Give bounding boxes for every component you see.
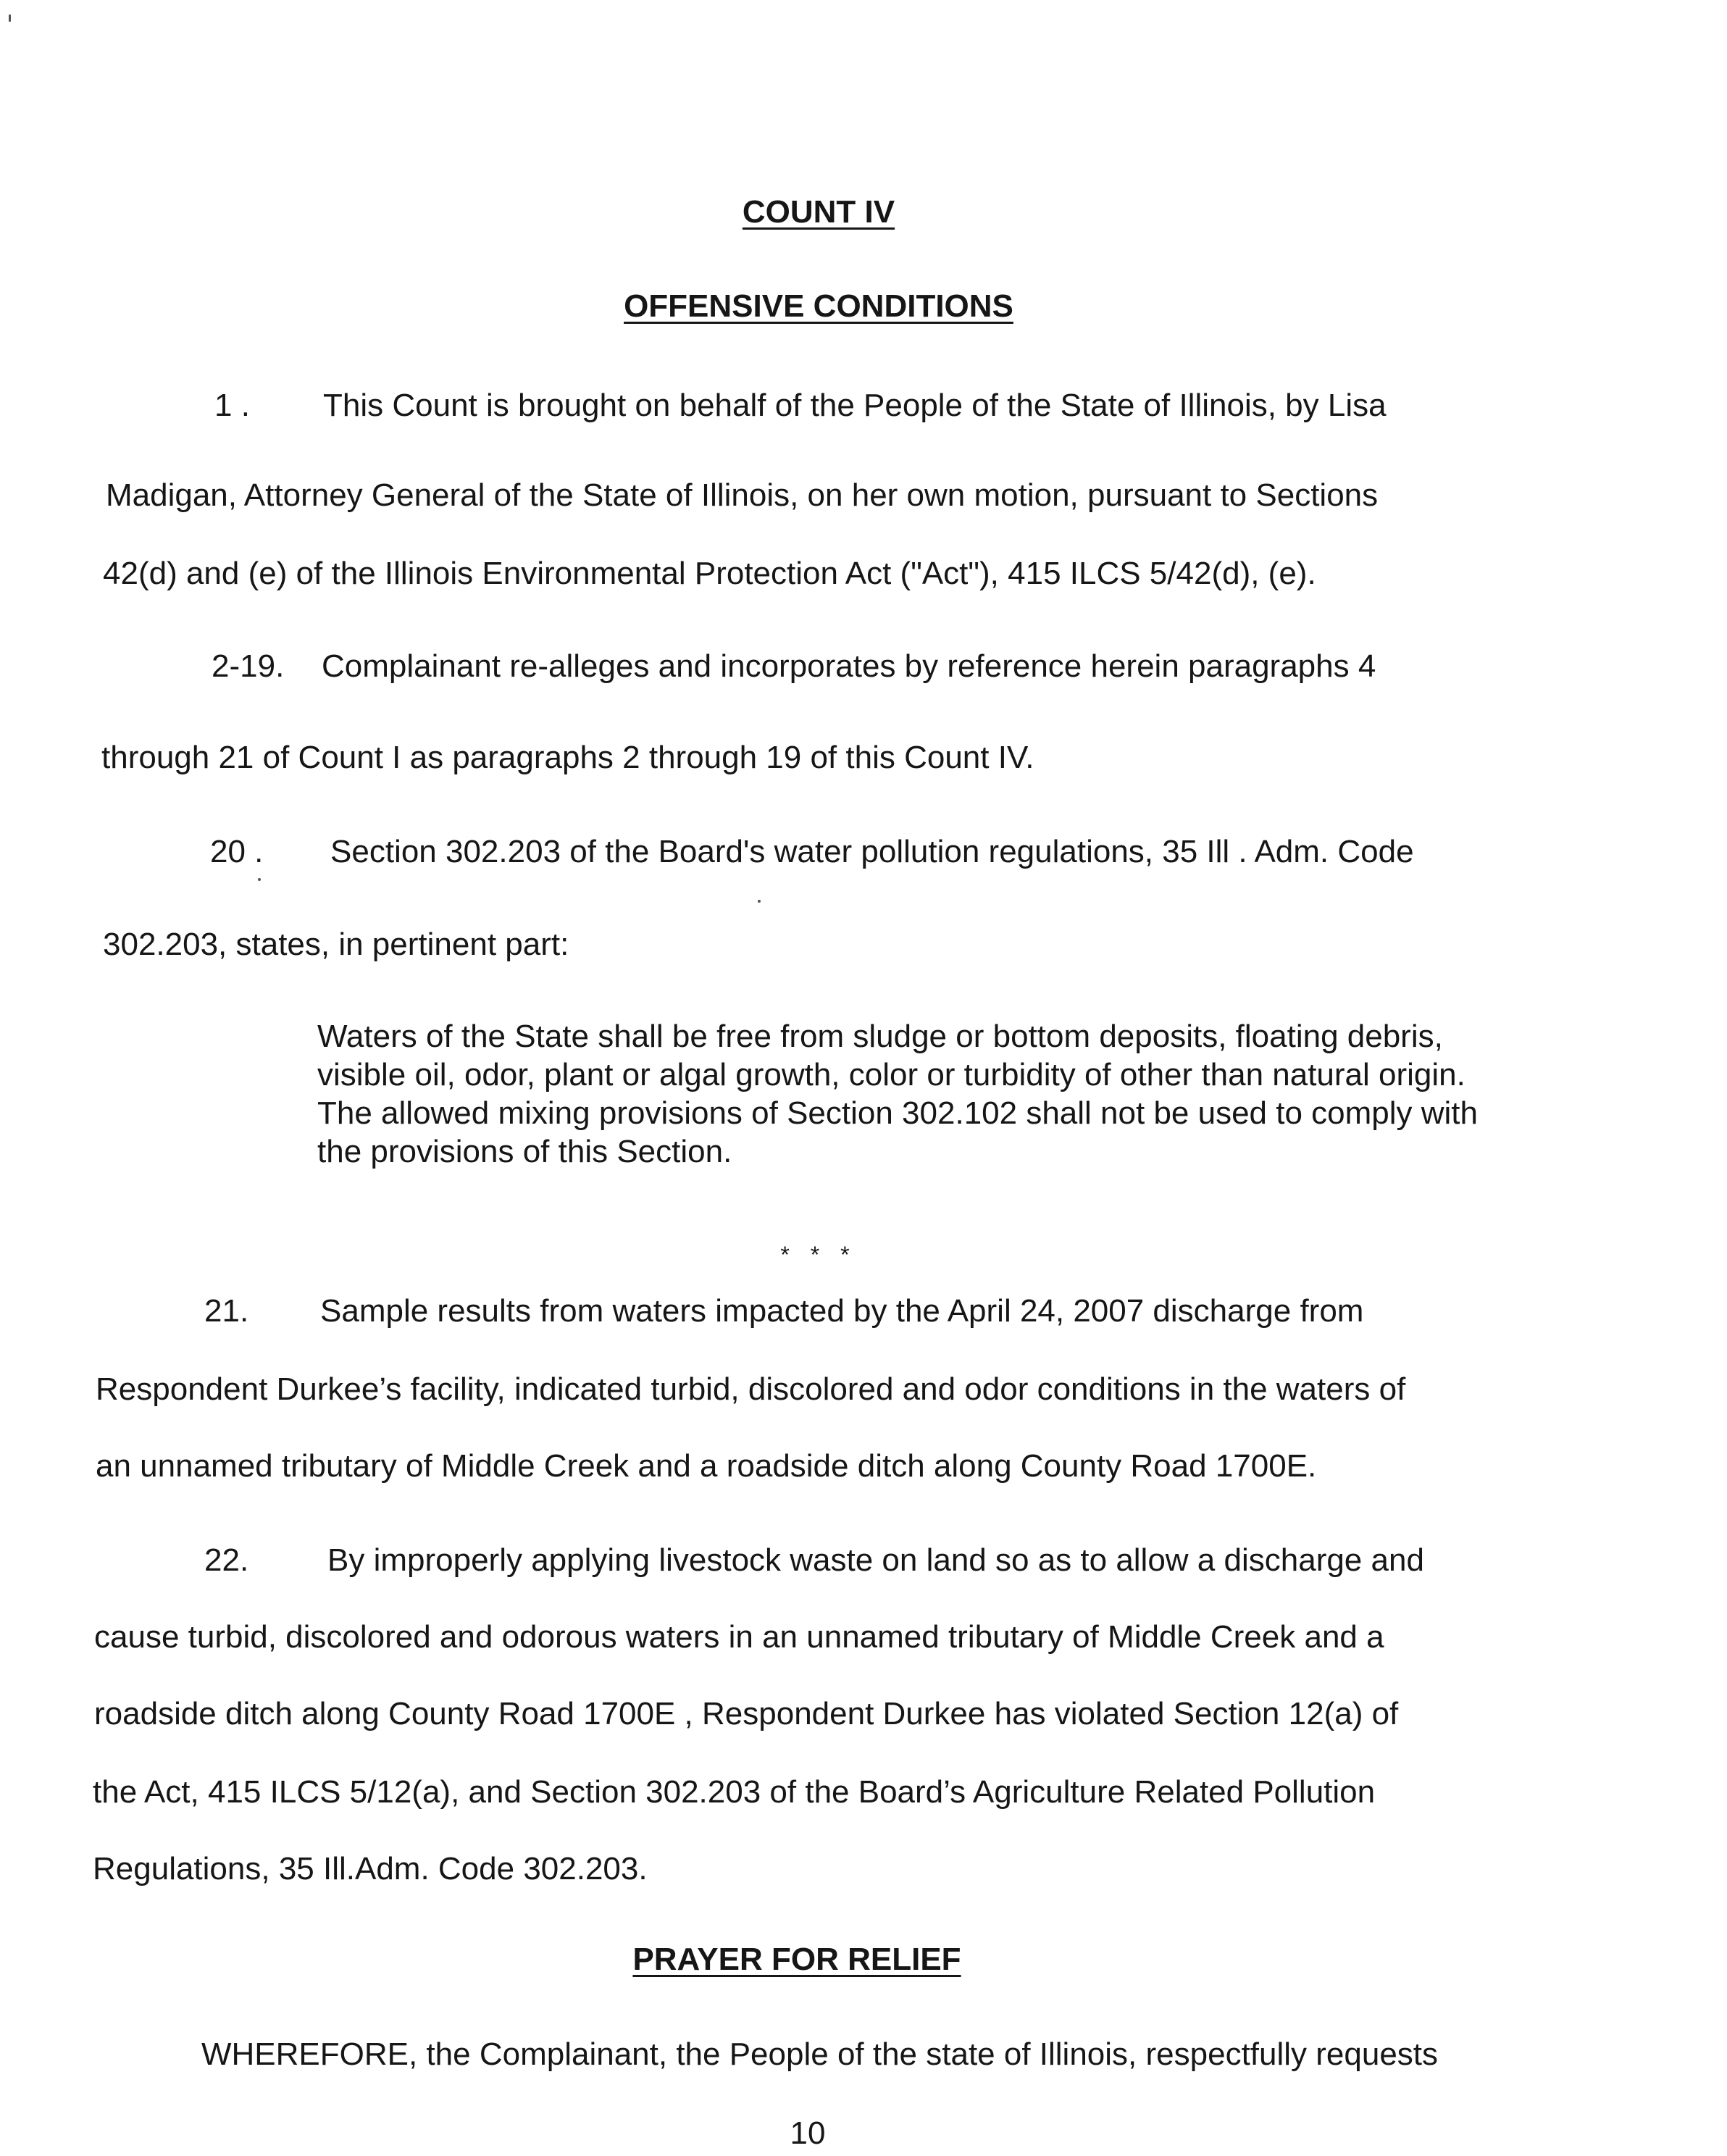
scan-speck [758, 900, 761, 903]
paragraph-number: 22. [204, 1542, 249, 1578]
paragraph-2-line-2: through 21 of Count I as paragraphs 2 through 19 of this Count IV. [101, 740, 1034, 775]
section-break: * * * [780, 1242, 857, 1268]
paragraph-21-line-3: an unnamed tributary of Middle Creek and a roadside ditch along County Road 1700E. [96, 1448, 1317, 1484]
paragraph-22-line-3: roadside ditch along County Road 1700E , Respondent Durkee has violated Section 12(a) of [94, 1696, 1399, 1731]
paragraph-22-line-1: By improperly applying livestock waste on land so as to allow a discharge and [327, 1542, 1424, 1578]
section-title: OFFENSIVE CONDITIONS [624, 288, 1013, 324]
wherefore-line: WHEREFORE, the Complainant, the People of the state of Illinois, respectfully requests [201, 2036, 1439, 2072]
prayer-heading: PRAYER FOR RELIEF [632, 1942, 961, 1977]
paragraph-20-line-1: Section 302.203 of the Board's water pollution regulations, 35 Ill . Adm. Code [330, 834, 1414, 869]
paragraph-2-line-1: Complainant re-alleges and incorporates by reference herein paragraphs 4 [322, 648, 1376, 684]
paragraph-number: 1 . [214, 388, 250, 423]
paragraph-21-line-2: Respondent Durkee’s facility, indicated turbid, discolored and odor conditions in the waters of [96, 1371, 1406, 1407]
count-heading: COUNT IV [742, 194, 895, 230]
paragraph-21-line-1: Sample results from waters impacted by the April 24, 2007 discharge from [320, 1293, 1364, 1329]
paragraph-1-line-2: Madigan, Attorney General of the State of Illinois, on her own motion, pursuant to Sections [106, 477, 1379, 513]
scan-speck [9, 14, 11, 22]
paragraph-22-line-2: cause turbid, discolored and odorous waters in an unnamed tributary of Middle Creek and a [94, 1619, 1384, 1655]
paragraph-22-line-5: Regulations, 35 Ill.Adm. Code 302.203. [93, 1851, 648, 1886]
paragraph-1-line-3: 42(d) and (e) of the Illinois Environmental Protection Act ("Act"), 415 ILCS 5/42(d), (e). [103, 556, 1316, 591]
paragraph-number: 20 . [210, 834, 264, 869]
paragraph-22-line-4: the Act, 415 ILCS 5/12(a), and Section 302.203 of the Board’s Agriculture Related Pollution [93, 1774, 1376, 1810]
paragraph-number: 21. [204, 1293, 249, 1329]
paragraph-number: 2-19. [212, 648, 285, 684]
page-number: 10 [790, 2115, 826, 2151]
paragraph-20-line-2: 302.203, states, in pertinent part: [103, 927, 569, 962]
scan-speck [258, 878, 261, 881]
block-quote: Waters of the State shall be free from sludge or bottom deposits, floating debris, visible oil, odor, plant or algal growth, color or turbidity of other than natural origin. The allowed mixing provisions of Section 302.102 shall not be used to comply with the provisions of this Section. [317, 1019, 1479, 1169]
paragraph-1-line-1: This Count is brought on behalf of the People of the State of Illinois, by Lisa [323, 388, 1387, 423]
